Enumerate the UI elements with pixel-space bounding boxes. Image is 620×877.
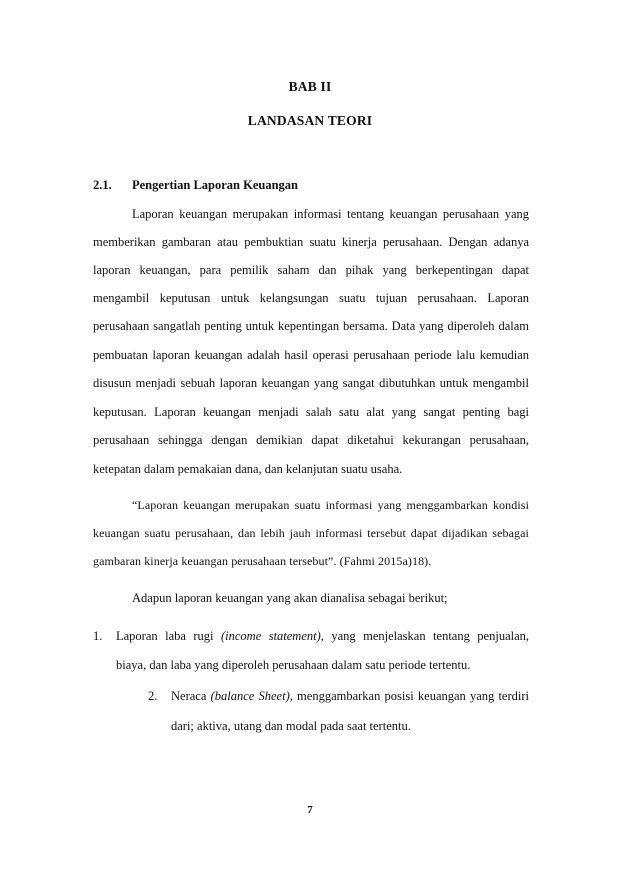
paragraph-1-line: ketepatan dalam pemakaian dana, dan kelanjutan suatu usaha. — [93, 462, 403, 476]
list-intro: Adapun laporan keuangan yang akan dianalisa sebagai berikut; — [132, 591, 448, 605]
list-item-continuation: dari; aktiva, utang dan modal pada saat tertentu. — [171, 719, 411, 733]
list-item-term: (income statement) — [220, 629, 321, 643]
list-item-text: , yang menjelaskan tentang penjualan, — [320, 629, 530, 643]
paragraph-1-line: disusun menjadi sebuah laporan keuangan yang sangat dibutuhkan untuk mengambil — [93, 376, 529, 390]
list-item-text: , menggambarkan posisi keuangan yang terdiri — [289, 689, 529, 703]
paragraph-1-line: pembuatan laporan keuangan adalah hasil operasi perusahaan periode lalu kemudian — [93, 348, 529, 362]
list-item-text: Neraca — [171, 689, 211, 703]
paragraph-1-line: keputusan. Laporan keuangan menjadi salah satu alat yang sangat penting bagi — [93, 405, 529, 419]
list-item-1 — [116, 628, 529, 644]
list-item-text: Laporan laba rugi — [116, 629, 221, 643]
list-item-2 — [171, 688, 529, 704]
chapter-number: BAB II — [288, 79, 332, 94]
paragraph-1-line: Laporan keuangan merupakan informasi tentang keuangan perusahaan yang — [132, 207, 529, 221]
paragraph-1-line: memberikan gambaran atau pembuktian suatu kinerja perusahaan. Dengan adanya — [93, 235, 529, 249]
section-title: Pengertian Laporan Keuangan — [132, 178, 298, 192]
page-number: 7 — [307, 804, 313, 816]
paragraph-1-line: mengambil keputusan untuk kelangsungan suatu tujuan perusahaan. Laporan — [93, 291, 529, 305]
list-item-term: (balance Sheet) — [210, 689, 290, 703]
paragraph-1-line: laporan keuangan, para pemilik saham dan pihak yang berkepentingan dapat — [93, 263, 529, 277]
chapter-title: LANDASAN TEORI — [247, 113, 373, 128]
list-item-continuation: biaya, dan laba yang diperoleh perusahaan dalam satu periode tertentu. — [116, 658, 471, 672]
list-item-number: 2. — [148, 689, 158, 703]
section-number: 2.1. — [93, 178, 112, 192]
paragraph-1-line: perusahaan sangatlah penting untuk kepentingan bersama. Data yang diperoleh dalam — [93, 319, 529, 333]
list-item-number: 1. — [93, 629, 103, 643]
quote-line: keuangan suatu perusahaan, dan lebih jauh informasi tersebut dapat dijadikan sebagai — [93, 526, 529, 540]
quote-line: gambaran kinerja keuangan perusahaan tersebut”. (Fahmi 2015a)18). — [93, 554, 432, 568]
paragraph-1-line: perusahaan sehingga dengan demikian dapat diketahui kekurangan perusahaan, — [93, 433, 529, 447]
quote-line: “Laporan keuangan merupakan suatu informasi yang menggambarkan kondisi — [132, 498, 529, 512]
